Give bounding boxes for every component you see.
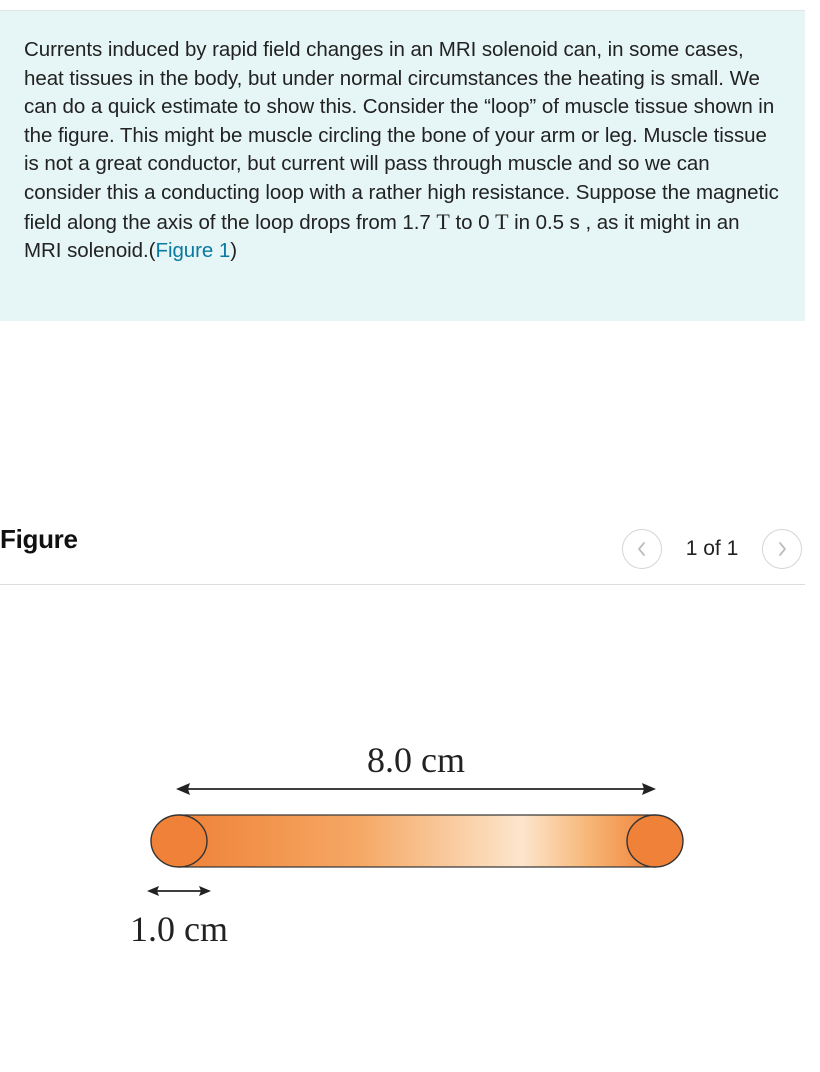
problem-text-after: in 0.5 s , as it might in an MRI solenoid.(: [24, 210, 740, 263]
problem-close-paren: ): [230, 239, 238, 263]
next-figure-button[interactable]: [762, 529, 802, 569]
chevron-left-icon: [636, 541, 648, 557]
muscle-loop-band: [179, 815, 655, 867]
unit-tesla-2: T: [495, 208, 509, 234]
unit-tesla: T: [436, 208, 450, 234]
chevron-right-icon: [776, 541, 788, 557]
thickness-dimension-arrow: [147, 886, 211, 896]
length-label: 8.0 cm: [367, 740, 465, 780]
loop-end-left: [151, 815, 207, 867]
problem-statement: [24, 36, 781, 266]
length-dimension-arrow: [176, 783, 656, 795]
page-indicator: 1 of 1: [685, 537, 739, 560]
muscle-loop-figure: [0, 585, 805, 1065]
figure-heading: Figure: [0, 524, 78, 554]
problem-text-main: Currents induced by rapid field changes in an MRI solenoid can, in some cases, heat tissues in the body, but under normal circumstances the heating is small. We can do a quick estimate to show this. Consider the “loop” of muscle tissue shown in the figure. This might be muscle circling the bone of your arm or leg. Muscle tissue is not a great conductor, but current will pass through muscle and so we can consider this a conducting loop with a rather high resistance. Suppose the magnetic field along the axis of the loop drops from 1.7: [24, 38, 779, 234]
figure-link[interactable]: Figure 1: [155, 239, 231, 263]
thickness-label: 1.0 cm: [130, 909, 228, 949]
loop-end-right: [627, 815, 683, 867]
problem-statement-panel: [0, 11, 805, 321]
problem-text-mid: to 0: [449, 210, 496, 234]
previous-figure-button[interactable]: [622, 529, 662, 569]
